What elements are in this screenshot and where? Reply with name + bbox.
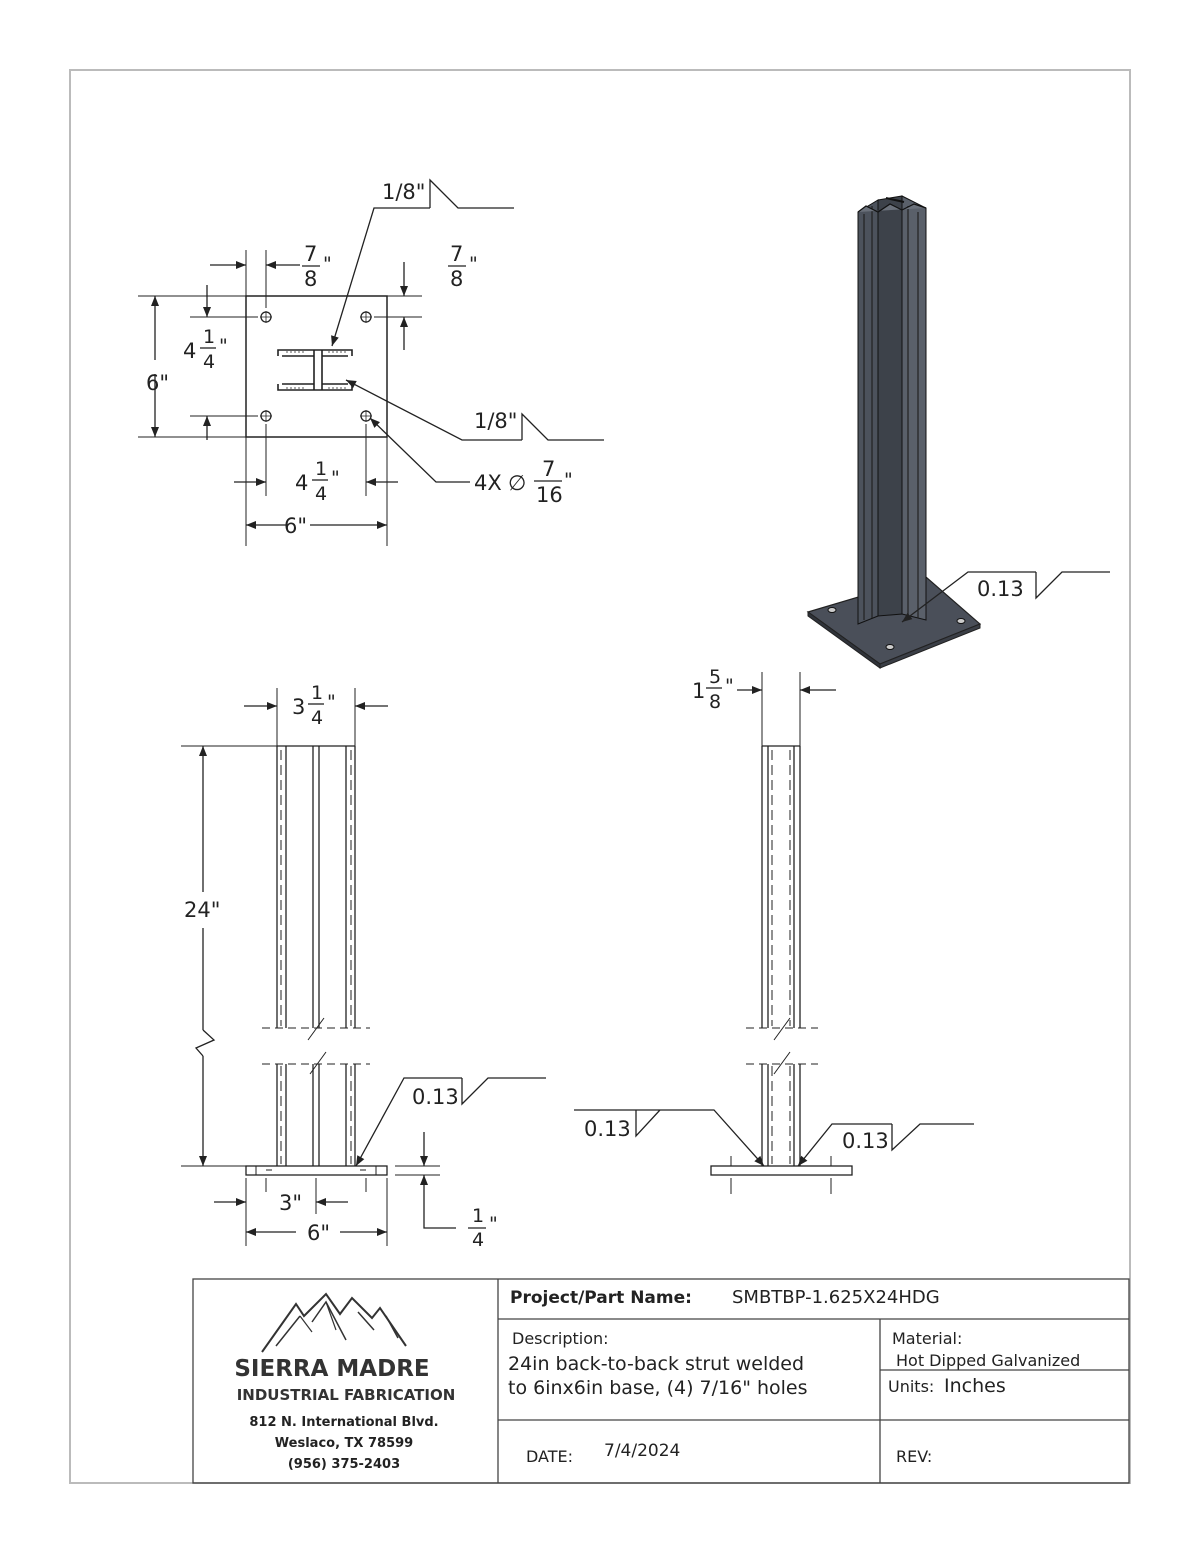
holes-prefix: 4X bbox=[474, 471, 502, 495]
weld-symbol-top: 1/8" bbox=[382, 180, 426, 204]
diameter-symbol: ∅ bbox=[508, 471, 527, 495]
company-name: SIERRA MADRE bbox=[234, 1356, 430, 1382]
front-view bbox=[181, 688, 546, 1246]
company-address2: Weslaco, TX 78599 bbox=[274, 1436, 414, 1451]
left-offset-num: 7 bbox=[304, 242, 318, 266]
iso-weld-symbol: 0.13 bbox=[977, 577, 1024, 601]
height-spacing-unit: " bbox=[219, 335, 228, 357]
material-label: Material: bbox=[892, 1329, 963, 1348]
bolt-holes bbox=[260, 311, 372, 422]
date-label: DATE: bbox=[526, 1447, 574, 1466]
side-width-num: 5 bbox=[709, 666, 722, 688]
description-label: Description: bbox=[512, 1329, 609, 1348]
units-label: Units: bbox=[888, 1377, 935, 1396]
front-width-whole: 3 bbox=[292, 695, 306, 719]
top-offset-den: 8 bbox=[450, 267, 464, 291]
side-width-whole: 1 bbox=[692, 679, 706, 703]
weld-symbol-bottom: 1/8" bbox=[474, 409, 518, 433]
front-weld-symbol: 0.13 bbox=[412, 1085, 459, 1109]
rev-label: REV: bbox=[896, 1447, 933, 1466]
left-offset-unit: " bbox=[323, 253, 332, 275]
front-thickness-unit: " bbox=[489, 1213, 498, 1235]
company-subtitle: INDUSTRIAL FABRICATION bbox=[236, 1386, 456, 1404]
side-width-den: 8 bbox=[709, 691, 722, 713]
strut-section bbox=[278, 350, 352, 390]
width-spacing-unit: " bbox=[331, 467, 340, 489]
top-view-labels bbox=[146, 180, 573, 538]
company-address1: 812 N. International Blvd. bbox=[249, 1415, 439, 1430]
company-phone: (956) 375-2403 bbox=[287, 1457, 401, 1472]
side-view-labels bbox=[584, 666, 889, 1153]
front-column bbox=[262, 746, 370, 1166]
date-value: 7/4/2024 bbox=[604, 1441, 681, 1461]
top-offset-num: 7 bbox=[450, 242, 464, 266]
isometric-view bbox=[808, 196, 1110, 668]
overall-width-label: 6" bbox=[284, 514, 308, 538]
height-spacing-den: 4 bbox=[203, 351, 216, 373]
side-base-plate bbox=[711, 1166, 852, 1175]
side-weld-right: 0.13 bbox=[842, 1129, 889, 1153]
top-offset-unit: " bbox=[469, 253, 478, 275]
front-thickness-den: 4 bbox=[472, 1229, 485, 1251]
holes-num: 7 bbox=[542, 457, 556, 481]
side-width-unit: " bbox=[725, 675, 734, 697]
front-width-num: 1 bbox=[311, 682, 324, 704]
width-spacing-den: 4 bbox=[315, 483, 328, 505]
project-label: Project/Part Name: bbox=[510, 1288, 692, 1308]
side-view bbox=[574, 672, 974, 1194]
sheet-border bbox=[70, 70, 1130, 1483]
material-value: Hot Dipped Galvanized bbox=[896, 1351, 1081, 1370]
overall-height-label: 6" bbox=[146, 371, 170, 395]
front-height-label: 24" bbox=[184, 898, 221, 922]
units-value: Inches bbox=[944, 1375, 1006, 1397]
width-spacing-whole: 4 bbox=[295, 471, 309, 495]
front-thickness-num: 1 bbox=[472, 1205, 485, 1227]
holes-unit: " bbox=[564, 469, 573, 491]
width-spacing-num: 1 bbox=[315, 458, 328, 480]
company-logo bbox=[262, 1294, 406, 1352]
side-weld-left: 0.13 bbox=[584, 1117, 631, 1141]
project-value: SMBTBP-1.625X24HDG bbox=[732, 1287, 940, 1308]
holes-den: 16 bbox=[536, 483, 563, 507]
front-width-unit: " bbox=[327, 691, 336, 713]
left-offset-den: 8 bbox=[304, 267, 318, 291]
front-half-width-label: 3" bbox=[279, 1191, 303, 1215]
description-line2: to 6inx6in base, (4) 7/16" holes bbox=[508, 1377, 808, 1399]
front-width-den: 4 bbox=[311, 707, 324, 729]
front-base-width-label: 6" bbox=[307, 1221, 331, 1245]
height-spacing-num: 1 bbox=[203, 326, 216, 348]
height-spacing-whole: 4 bbox=[183, 339, 197, 363]
description-line1: 24in back-to-back strut welded bbox=[508, 1353, 805, 1375]
